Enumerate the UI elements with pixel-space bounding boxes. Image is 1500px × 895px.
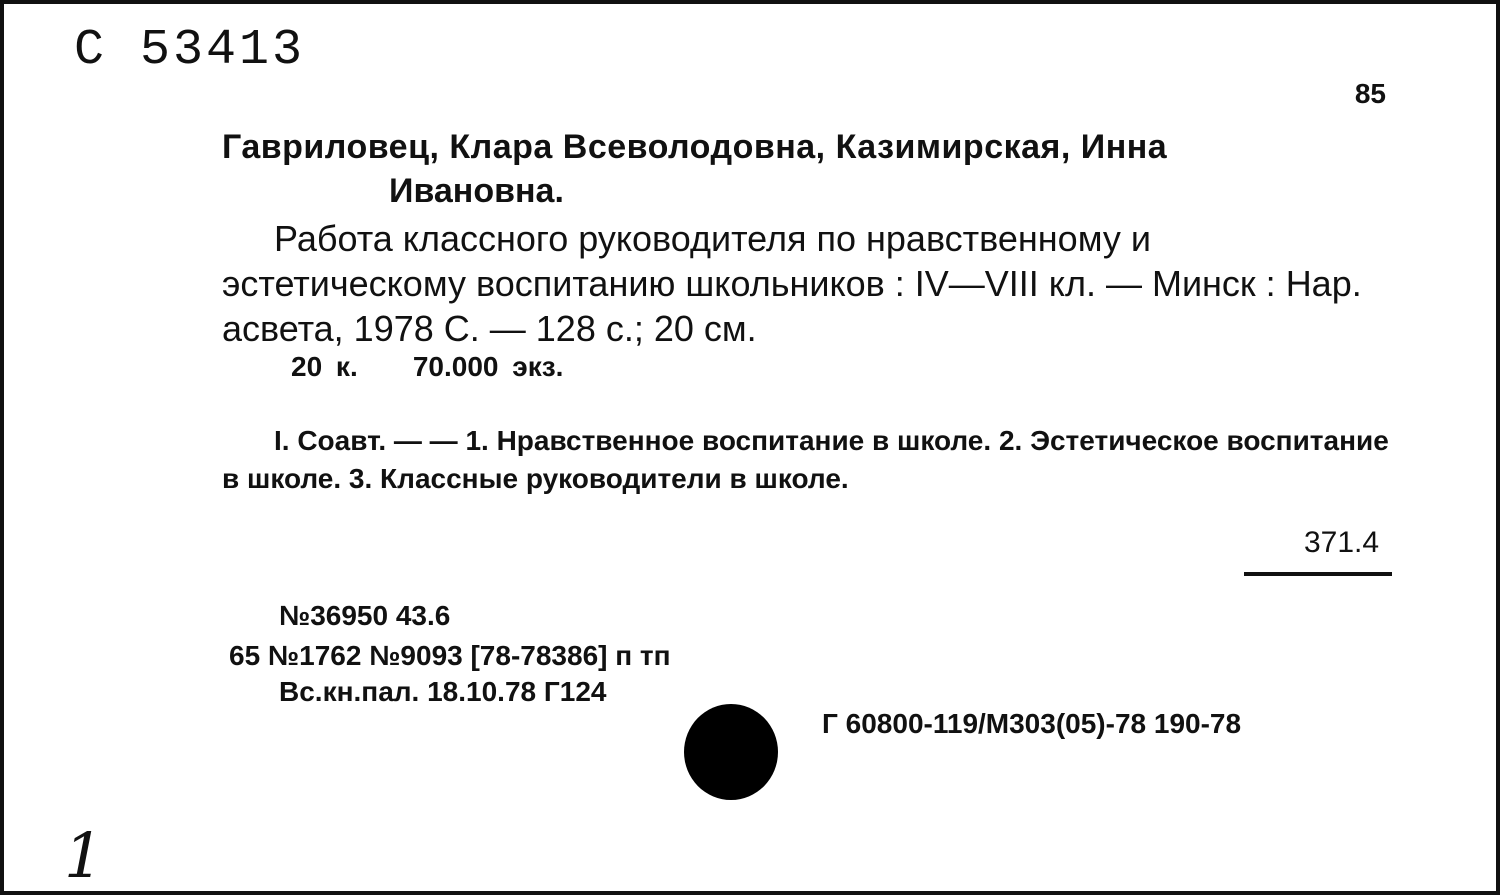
punch-hole [684,704,778,800]
card-number: 85 [1354,78,1386,109]
price: 20 к. [291,351,358,382]
author-names-continued: Ивановна. [389,172,564,210]
record-registration: 65 №1762 №9093 [78-78386] п тп [229,640,671,671]
handwritten-mark: 1 [64,819,104,892]
price-and-print-run [291,351,563,383]
print-run: 70.000 экз. [412,351,564,382]
classification-rule [1244,572,1392,576]
bibliographic-description-text: Работа классного руководителя по нравственному и эстетическому воспитанию школьников : IV—VIII кл. — Минск : Нар. асвета, 1978 С. — 128 с.; 20 см. [222,218,1362,349]
bibliographic-description [222,216,1392,351]
call-number: С 53413 [74,22,306,79]
classification-index: 371.4 [1304,526,1380,559]
author-names: Гавриловец, Клара Всеволодовна, Казимирская, Инна [222,128,1168,166]
book-chamber-record: Вс.кн.пал. 18.10.78 Г124 [279,676,607,707]
subject-tracings [222,422,1392,498]
record-numbers: №36950 43.6 [279,600,451,631]
publication-code: Г 60800-119/М303(05)-78 190-78 [822,708,1242,739]
subject-tracings-text: I. Соавт. — — 1. Нравственное воспитание в школе. 2. Эстетическое воспитание в школе. 3. Классные руководители в школе. [222,425,1389,494]
